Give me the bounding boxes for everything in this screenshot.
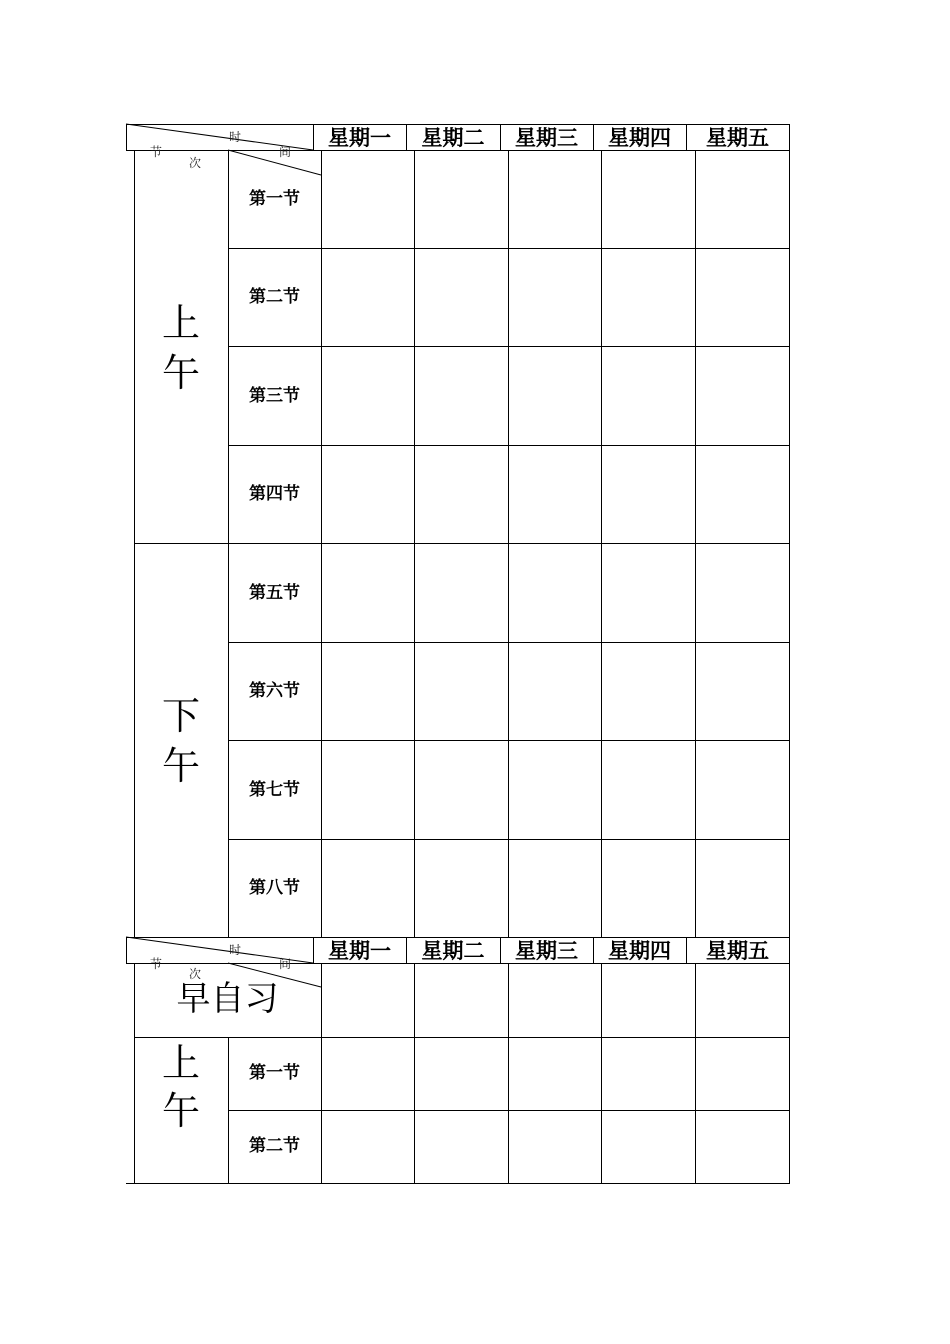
corner-section-label: 节 (149, 957, 162, 971)
period-label-5: 第五节 (249, 583, 300, 603)
day-header-tue: 星期二 (421, 939, 485, 963)
period-label-2: 第二节 (249, 1136, 300, 1156)
period-label-3: 第三节 (249, 386, 300, 406)
morning-char-2: 午 (161, 351, 200, 395)
period-label-1: 第一节 (249, 189, 300, 209)
morning-char-1: 上 (161, 1041, 200, 1085)
morning-char-1: 上 (161, 301, 200, 345)
corner-time-label: 时 (228, 130, 241, 144)
corner-time-label: 时 (228, 943, 241, 957)
period-label-6: 第六节 (249, 681, 300, 701)
afternoon-char-2: 午 (161, 744, 200, 788)
corner-between-label: 间 (278, 957, 291, 971)
day-header-tue: 星期二 (421, 126, 485, 150)
period-label-4: 第四节 (249, 484, 300, 504)
period-label-8: 第八节 (249, 878, 300, 898)
day-header-wed: 星期三 (515, 126, 578, 150)
corner-between-label: 间 (278, 145, 291, 159)
early-study-label: 早自习 (176, 979, 279, 1019)
period-label-2: 第二节 (249, 287, 300, 307)
grid-line (414, 963, 415, 1183)
period-label-1: 第一节 (249, 1063, 300, 1083)
grid-line (134, 1037, 790, 1038)
corner-section-label: 节 (149, 145, 162, 159)
day-header-fri: 星期五 (706, 126, 769, 150)
grid-line (321, 963, 322, 1183)
corner-order-label: 次 (188, 156, 201, 170)
afternoon-char-1: 下 (161, 694, 200, 738)
day-header-thu: 星期四 (608, 939, 671, 963)
day-header-wed: 星期三 (515, 939, 578, 963)
grid-line (228, 1110, 790, 1111)
period-label-7: 第七节 (249, 780, 300, 800)
corner-order-label: 次 (188, 967, 201, 981)
grid-line (789, 963, 790, 1183)
day-header-mon: 星期一 (328, 126, 391, 150)
grid-line (695, 963, 696, 1183)
grid-line (126, 1183, 790, 1184)
grid-line (601, 963, 602, 1183)
day-header-fri: 星期五 (706, 939, 769, 963)
day-header-thu: 星期四 (608, 126, 671, 150)
day-header-mon: 星期一 (328, 939, 391, 963)
morning-char-2: 午 (161, 1089, 200, 1133)
grid-line (508, 963, 509, 1183)
